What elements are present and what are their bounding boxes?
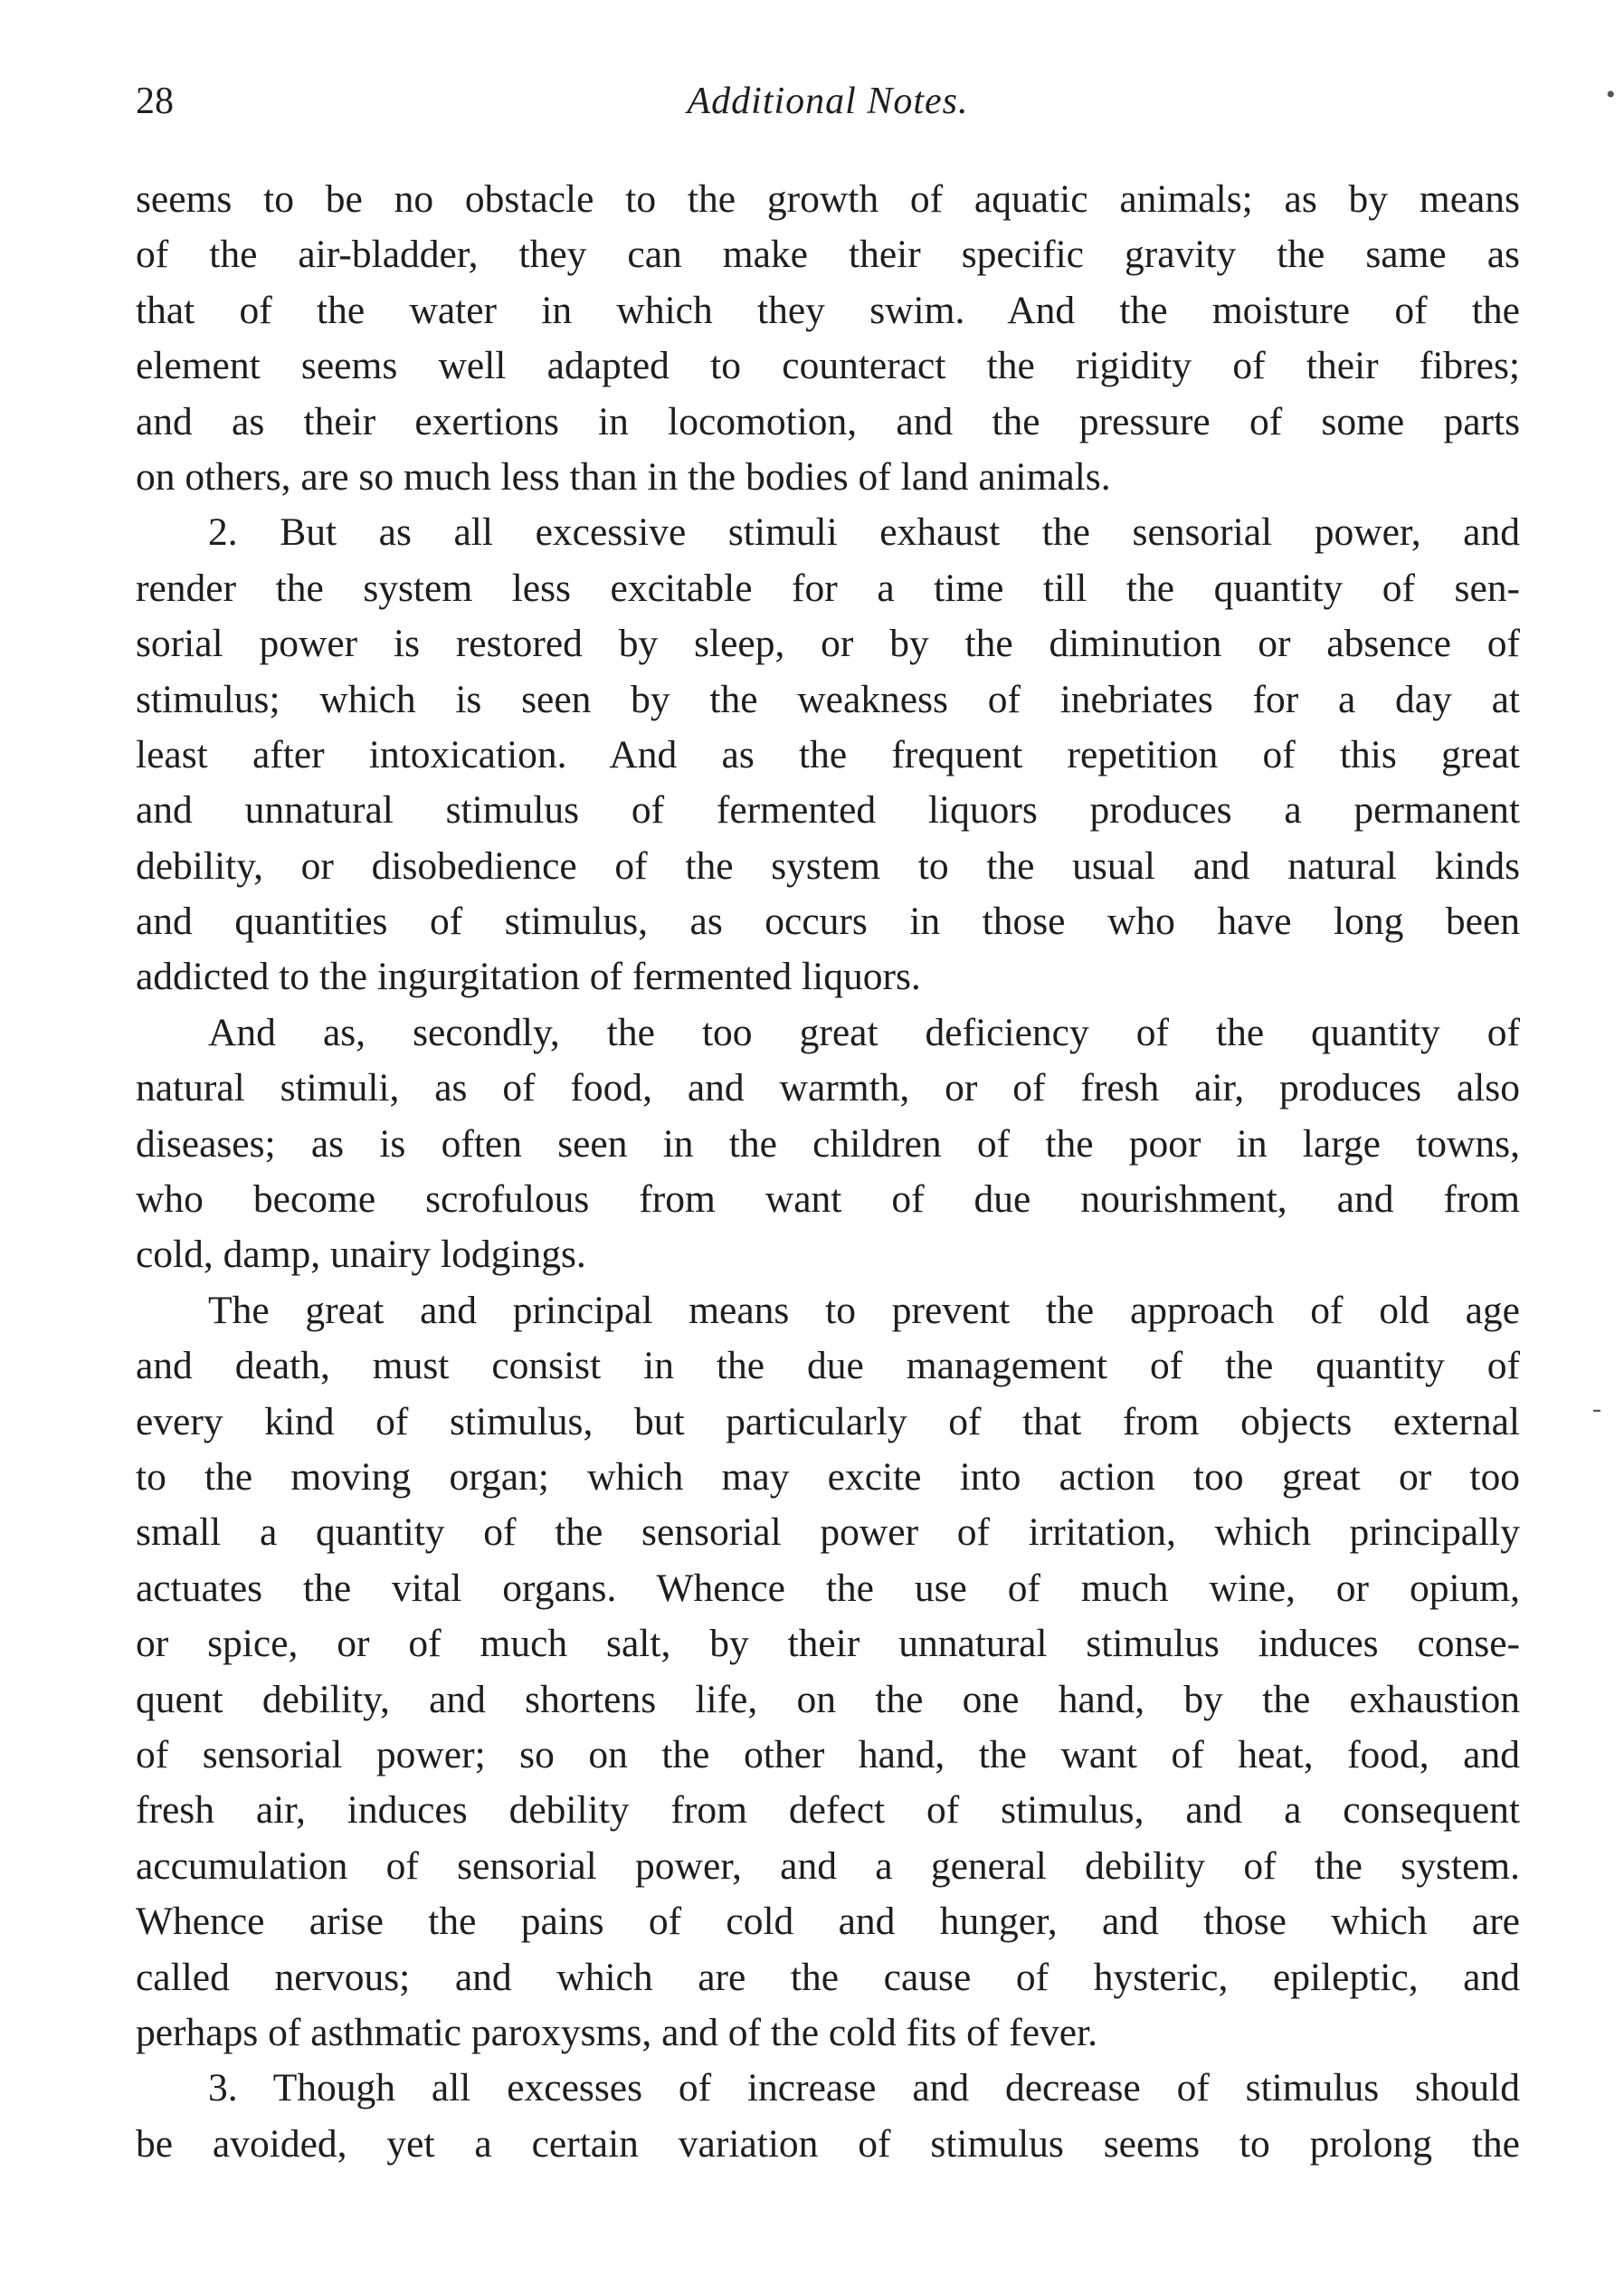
- text-line: and unnatural stimulus of fermented liquors produces a permanent: [136, 788, 1520, 833]
- text-line: of sensorial power; so on the other hand, the want of heat, food, and: [136, 1732, 1520, 1776]
- text-line: seems to be no obstacle to the growth of aquatic animals; as by means: [136, 177, 1520, 221]
- text-line: every kind of stimulus, but particularly of that from objects external: [136, 1399, 1520, 1443]
- text-line: And as, secondly, the too great deficiency of the quantity of: [208, 1010, 1520, 1054]
- page-header: [136, 80, 1520, 134]
- text-line: perhaps of asthmatic paroxysms, and of the cold fits of fever.: [136, 2010, 1098, 2054]
- margin-mark-icon: •: [1606, 80, 1616, 110]
- text-line: natural stimuli, as of food, and warmth, or of fresh air, produces also: [136, 1066, 1520, 1110]
- margin-mark-icon: -: [1592, 1394, 1601, 1424]
- text-line: The great and principal means to prevent the approach of old age: [208, 1288, 1520, 1332]
- text-line: 2. But as all excessive stimuli exhaust the sensorial power, and: [208, 510, 1520, 555]
- text-line: or spice, or of much salt, by their unnatural stimulus induces conse-: [136, 1622, 1520, 1666]
- text-line: addicted to the ingurgitation of fermented liquors.: [136, 955, 921, 999]
- text-line: and as their exertions in locomotion, and the pressure of some parts: [136, 399, 1520, 443]
- body-text: [136, 172, 1520, 2172]
- text-line: of the air-bladder, they can make their specific gravity the same as: [136, 233, 1520, 277]
- text-line: who become scrofulous from want of due nourishment, and from: [136, 1177, 1520, 1222]
- text-line: debility, or disobedience of the system to the usual and natural kinds: [136, 843, 1520, 888]
- text-line: and quantities of stimulus, as occurs in those who have long been: [136, 900, 1520, 944]
- paragraph: [136, 1283, 1520, 2061]
- text-line: to the moving organ; which may excite into action too great or too: [136, 1454, 1520, 1499]
- text-line: small a quantity of the sensorial power of irritation, which principally: [136, 1510, 1520, 1555]
- text-line: on others, are so much less than in the bodies of land animals.: [136, 454, 1111, 499]
- text-line: and death, must consist in the due management of the quantity of: [136, 1344, 1520, 1388]
- text-line: stimulus; which is seen by the weakness of inebriates for a day at: [136, 677, 1520, 721]
- text-line: cold, damp, unairy lodgings.: [136, 1233, 586, 1277]
- text-line: Whence arise the pains of cold and hunger, and those which are: [136, 1900, 1520, 1944]
- text-line: least after intoxication. And as the frequent repetition of this great: [136, 732, 1520, 776]
- text-line: be avoided, yet a certain variation of stimulus seems to prolong the: [136, 2121, 1520, 2166]
- text-line: actuates the vital organs. Whence the use of much wine, or opium,: [136, 1566, 1520, 1610]
- text-line: accumulation of sensorial power, and a general debility of the system.: [136, 1843, 1520, 1888]
- text-line: quent debility, and shortens life, on the one hand, by the exhaustion: [136, 1677, 1520, 1721]
- text-line: called nervous; and which are the cause of hysteric, epileptic, and: [136, 1955, 1520, 1999]
- text-line: sorial power is restored by sleep, or by the diminution or absence of: [136, 622, 1520, 666]
- paragraph: [136, 2061, 1520, 2172]
- paragraph: [136, 172, 1520, 505]
- paragraph: [136, 1005, 1520, 1283]
- text-line: that of the water in which they swim. And the moisture of the: [136, 288, 1520, 332]
- running-title: Additional Notes.: [687, 81, 969, 122]
- text-line: 3. Though all excesses of increase and decrease of stimulus should: [208, 2066, 1520, 2110]
- page-number: 28: [136, 81, 174, 122]
- paragraph: [136, 505, 1520, 1005]
- text-line: fresh air, induces debility from defect of stimulus, and a consequent: [136, 1788, 1520, 1833]
- text-line: element seems well adapted to counteract the rigidity of their fibres;: [136, 344, 1520, 388]
- text-line: render the system less excitable for a time till the quantity of sen-: [136, 566, 1520, 610]
- text-line: diseases; as is often seen in the children of the poor in large towns,: [136, 1121, 1520, 1166]
